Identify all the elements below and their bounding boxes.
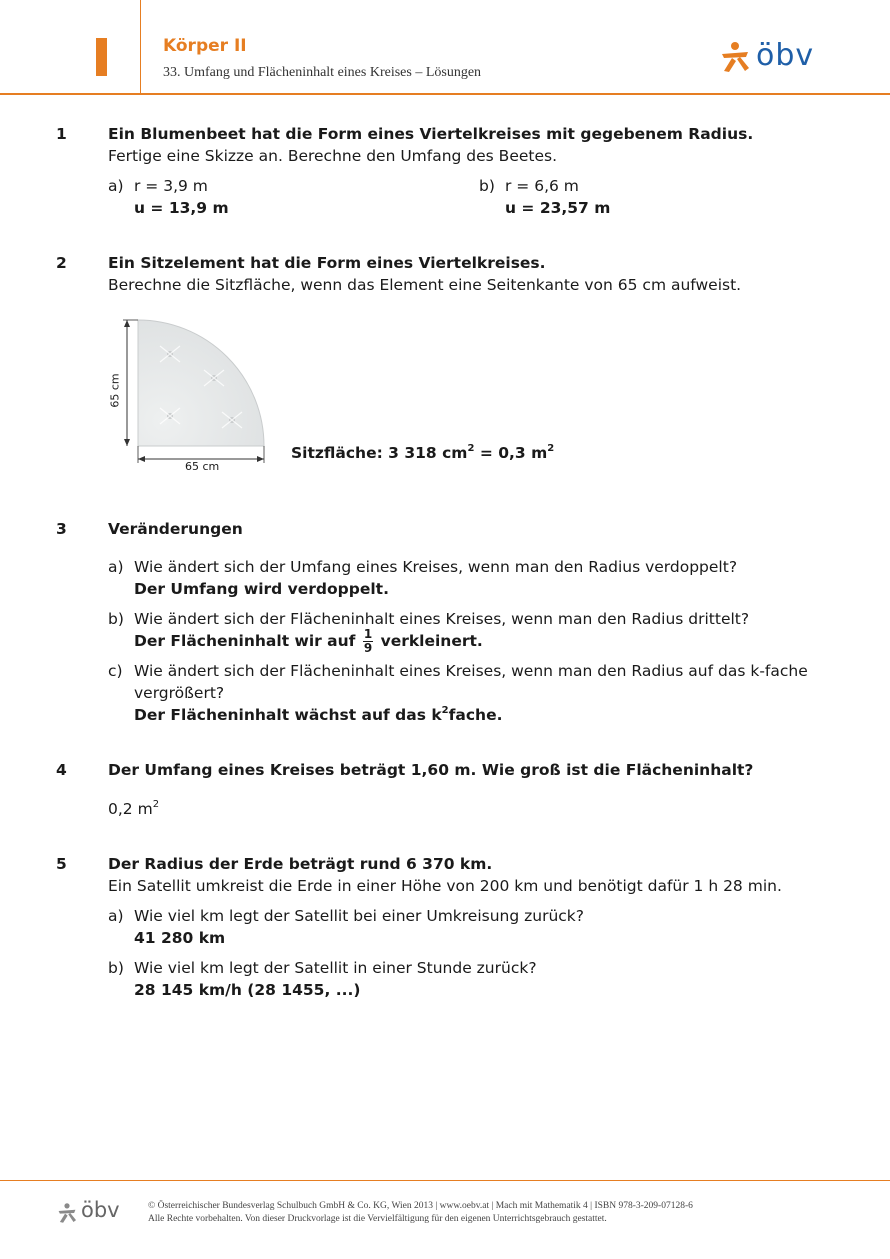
task-number: 3 xyxy=(56,520,67,538)
task-number: 2 xyxy=(56,254,67,272)
task-title: Der Radius der Erde beträgt rund 6 370 km. xyxy=(108,855,493,873)
task-title: Ein Blumenbeet hat die Form eines Viertelkreises mit gegebenem Radius. xyxy=(108,125,754,143)
chapter-marker xyxy=(96,38,107,76)
task-number: 4 xyxy=(56,761,67,779)
oebv-star-icon xyxy=(718,40,752,74)
question-continued: vergrößert? xyxy=(134,684,225,702)
answer: Der Umfang wird verdoppelt. xyxy=(134,580,389,598)
subtask-label: b) xyxy=(108,610,124,628)
answer: Der Flächeninhalt wächst auf das $k^2fache$. xyxy=(134,705,503,724)
dimension-label-horizontal: 65 cm xyxy=(185,460,220,473)
oebv-star-icon xyxy=(56,1202,78,1224)
task-number: 5 xyxy=(56,855,67,873)
subtask-label: b) xyxy=(108,959,124,977)
task2-answer: Sitzfläche: 3 318 $cm^2 = 0,3$ $m^2$ xyxy=(291,443,555,462)
page-subtitle: 33. Umfang und Flächeninhalt eines Kreises – Lösungen xyxy=(163,65,482,80)
answer: Der Flächeninhalt wir auf $\frac{1}{9}$ verkleinert. xyxy=(134,627,483,655)
question: Wie ändert sich der Flächeninhalt eines Kreises, wenn man den Radius auf das k-fache xyxy=(134,662,808,680)
publisher-logo xyxy=(718,40,828,74)
question: Wie ändert sich der Umfang eines Kreises, wenn man den Radius verdoppelt? xyxy=(134,558,738,576)
subtask-label: c) xyxy=(108,662,123,680)
subtask-label: a) xyxy=(108,177,124,195)
header-divider xyxy=(140,0,141,94)
given-value: r = 6,6 m xyxy=(505,177,579,195)
copyright-line: © Österreichischer Bundesverlag Schulbuch GmbH & Co. KG, Wien 2013 | www.oebv.at | Mach mit Mathematik 4 | ISBN 978-3-209-07128-6 xyxy=(148,1201,693,1211)
answer: u = 23,57 m xyxy=(505,199,611,217)
task-number: 1 xyxy=(56,125,67,143)
footer-rule xyxy=(0,1180,890,1181)
fraction: $\frac{1}{9}$ xyxy=(363,627,373,655)
rights-line: Alle Rechte vorbehalten. Von dieser Druckvorlage ist die Vervielfältigung für den eigenen Unterrichtsgebrauch gestattet. xyxy=(148,1214,607,1224)
subtask-label: b) xyxy=(479,177,495,195)
answer: u = 13,9 m xyxy=(134,199,229,217)
given-value: r = 3,9 m xyxy=(134,177,208,195)
footer-logo-text: öbv xyxy=(81,1198,120,1222)
header-rule xyxy=(0,93,890,95)
chapter-title: Körper II xyxy=(163,36,247,56)
quarter-circle-figure xyxy=(108,312,278,477)
dimension-label-vertical: 65 cm xyxy=(108,373,122,408)
task-title: Der Umfang eines Kreises beträgt 1,60 m. Wie groß ist die Flächeninhalt? xyxy=(108,761,754,779)
task-title: Ein Sitzelement hat die Form eines Viertelkreises. xyxy=(108,254,546,272)
logo-text: öbv xyxy=(756,38,815,73)
answer: 0,2 $m^2$ xyxy=(108,799,160,818)
answer: 28 145 km/h (28 1455, ...) xyxy=(134,981,361,999)
task-text: Fertige eine Skizze an. Berechne den Umfang des Beetes. xyxy=(108,147,558,165)
subtask-label: a) xyxy=(108,558,124,576)
subtask-label: a) xyxy=(108,907,124,925)
task-text: Berechne die Sitzfläche, wenn das Element eine Seitenkante von 65 cm aufweist. xyxy=(108,276,742,294)
question: Wie ändert sich der Flächeninhalt eines Kreises, wenn man den Radius drittelt? xyxy=(134,610,750,628)
answer: 41 280 km xyxy=(134,929,226,947)
task-text: Ein Satellit umkreist die Erde in einer Höhe von 200 km und benötigt dafür 1 h 28 min. xyxy=(108,877,782,895)
footer-logo xyxy=(56,1200,136,1226)
question: Wie viel km legt der Satellit in einer Stunde zurück? xyxy=(134,959,537,977)
task-title: Veränderungen xyxy=(108,520,243,538)
question: Wie viel km legt der Satellit bei einer Umkreisung zurück? xyxy=(134,907,585,925)
